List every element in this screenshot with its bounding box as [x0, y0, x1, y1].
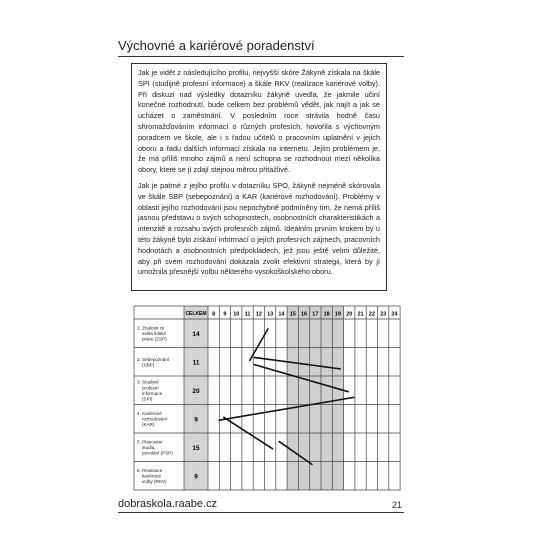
page-number: 21 — [392, 500, 403, 510]
shaded-column-17 — [310, 306, 321, 490]
row-total: 9 — [194, 473, 198, 481]
footer-site[interactable]: dobraskola.raabe.cz — [118, 498, 218, 510]
total-header: CELKEM — [185, 311, 207, 317]
scale-tick-8: 8 — [212, 311, 216, 318]
row-total: 11 — [192, 359, 200, 367]
row-label-line: 2. Sebepoznání — [137, 356, 170, 362]
paragraph-1: Jak je vidět z následujícího profilu, nejvyšší skóre Žákyně získala na škále SPI (studijně profesní informace) a škále RKV (realizace kariérové volby). Při diskuzi nad výsledky dotazníku žákyně uvedla, že jakmile učiní konečné rozhodnutí, bude celkem bez problémů vědět, jak najít a jak se ucházet o zaměstnání. V posledním roce strávila hodně času shromažďováním informací o různých profesích, hovořila s výchovným poradcem ve škole, ale i s řadou učitelů o pracovním uplatnění v jejich oboru a řadu dalších informací získala na internetu. Jejím problémem je, že má příliš mnoho zájmů a není schopna se rozhodnout mezi několika obory, které se jí zdají stejnou měrou přitažlivé. — [138, 68, 380, 175]
scale-tick-22: 22 — [368, 311, 375, 318]
scale-tick-10: 10 — [233, 311, 240, 318]
scale-tick-12: 12 — [255, 311, 262, 318]
scale-tick-18: 18 — [323, 311, 330, 318]
profile-line-segment — [250, 329, 268, 360]
row-label-line: 6. Realizace — [137, 467, 163, 473]
scale-tick-15: 15 — [289, 311, 296, 318]
scale-tick-17: 17 — [312, 311, 319, 318]
row-label-line: profesní — [142, 385, 159, 391]
paragraph-2: Jak je patrné z jejího profilu v dotazníku SPO, žákyně nejméně skórovala ve škále SBP (sebepoznání) a KAR (kariérové rozhodování). Problémy v oblasti jejího rozhodování jsou nepochybně podmíněny tím, že nemá příliš jasnou představu o svých schopnostech, osobnostních charakteristikách a intenzitě a rozsahu svých profesních zájmů. Ideálním prvním krokem by u této žákyně bylo získání informací o jejích profesních zájmech, pracovních hodnotách a osobnostních předpokladech, jež jsou ještě velmi důležité, aby při svém rozhodování dokázala zvolit efektivní strategii, která by jí umožnila přesnější volbu některého vysokoškolského oboru. — [138, 180, 380, 277]
scale-tick-11: 11 — [244, 311, 251, 318]
row-label-line: volby (RKV) — [142, 479, 167, 485]
row-label — [137, 380, 163, 402]
scale-tick-20: 20 — [346, 311, 353, 318]
row-label-line: 5. Plánování — [137, 439, 163, 445]
scale-tick-24: 24 — [391, 311, 398, 318]
scale-tick-16: 16 — [300, 311, 308, 318]
row-label-line: práce (ZSP) — [142, 336, 167, 342]
row-label-line: (SBP) — [142, 362, 155, 368]
section-title: Výchovné a kariérové poradenství — [118, 38, 315, 53]
row-total: 9 — [194, 416, 198, 424]
row-label-line: 1. Znalosti ze — [137, 325, 165, 331]
row-label-line: kariérové — [142, 473, 161, 479]
row-total: 20 — [192, 387, 200, 395]
scale-tick-23: 23 — [380, 311, 387, 318]
row-label — [137, 468, 167, 484]
row-label — [137, 357, 170, 368]
row-total: 15 — [192, 444, 200, 452]
row-label — [137, 325, 167, 341]
scale-tick-14: 14 — [278, 311, 285, 318]
shaded-column-18 — [321, 306, 332, 490]
scale-tick-9: 9 — [223, 311, 227, 318]
scale-tick-19: 19 — [334, 311, 342, 318]
row-label-line: (KAR) — [142, 422, 155, 428]
shaded-column-19 — [332, 306, 343, 490]
row-label-line: (SPI) — [142, 396, 153, 402]
row-label-line: světa lidské — [142, 331, 167, 337]
scale-tick-13: 13 — [267, 311, 274, 318]
row-label-line: 4. Kariérové — [137, 410, 162, 416]
footer-rule — [118, 512, 404, 513]
row-label — [137, 439, 173, 455]
row-label-line: studia, — [142, 445, 156, 451]
row-label-line: povolání (PSP) — [142, 450, 173, 456]
row-label-line: informace — [142, 390, 163, 396]
scale-tick-21: 21 — [357, 311, 364, 318]
row-total: 14 — [192, 330, 200, 338]
row-label-line: 3. Studijně — [137, 379, 159, 385]
row-label-line: rozhodování — [142, 416, 168, 422]
row-label — [137, 411, 168, 427]
shaded-column-15 — [287, 306, 298, 490]
